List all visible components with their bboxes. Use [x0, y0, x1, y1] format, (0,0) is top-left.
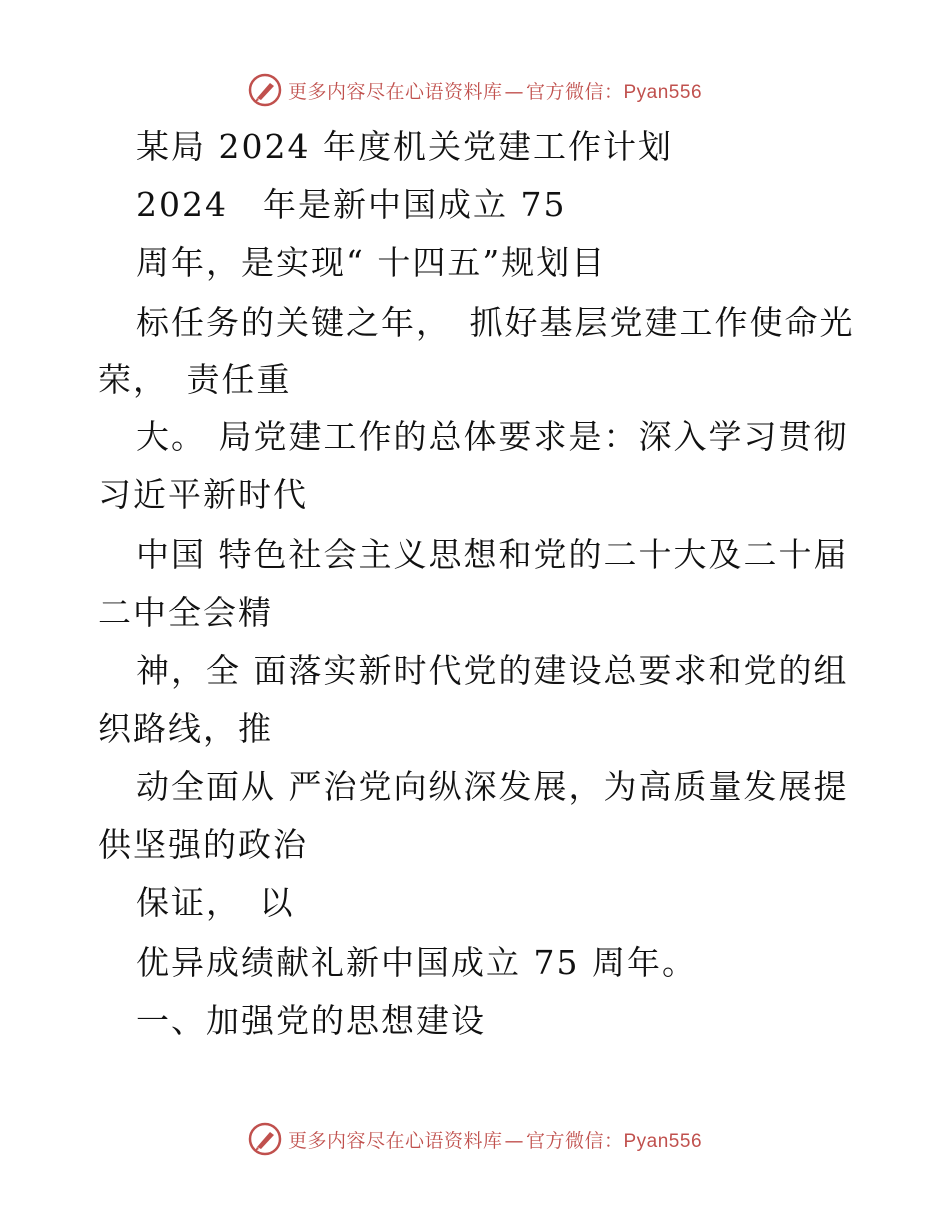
- paragraph-line: 2024 年是新中国成立 75: [136, 185, 567, 224]
- watermark-suffix: 官方微信：: [525, 1129, 624, 1152]
- document-title: 某局 2024 年度机关党建工作计划: [136, 127, 673, 166]
- watermark-suffix: 官方微信：: [525, 80, 624, 103]
- paragraph-line: 动全面从 严治党向纵深发展，为高质量发展提: [136, 767, 849, 806]
- watermark-main: 更多内容尽在心语资料库: [287, 1129, 503, 1152]
- watermark-id: Pyan556: [623, 1130, 703, 1152]
- paragraph-line: 二中全会精: [98, 593, 273, 632]
- watermark-text: [288, 1126, 702, 1153]
- paragraph-line: 织路线，推: [98, 709, 273, 748]
- pen-logo-icon: [248, 1122, 282, 1156]
- footer-watermark: [0, 1119, 950, 1159]
- paragraph-line: 中国 特色社会主义思想和党的二十大及二十届: [136, 535, 849, 574]
- paragraph-line: 神，全 面落实新时代党的建设总要求和党的组: [136, 651, 849, 690]
- watermark-dash: —: [504, 80, 524, 103]
- paragraph-line: 习近平新时代: [98, 475, 308, 514]
- section-heading: 一、加强党的思想建设: [136, 1001, 486, 1040]
- watermark-dash: —: [504, 1129, 524, 1152]
- pen-logo-icon: [248, 73, 282, 107]
- paragraph-line: 标任务的关键之年， 抓好基层党建工作使命光: [136, 303, 855, 342]
- watermark-id: Pyan556: [623, 81, 703, 103]
- paragraph-line: 大。 局党建工作的总体要求是：深入学习贯彻: [136, 417, 849, 456]
- paragraph-line: 供坚强的政治: [98, 825, 308, 864]
- paragraph-line: 保证， 以: [136, 883, 295, 922]
- paragraph-line: 荣， 责任重: [98, 360, 292, 399]
- paragraph-line: 周年，是实现“ 十四五”规划目: [136, 243, 607, 282]
- watermark-main: 更多内容尽在心语资料库: [287, 80, 503, 103]
- watermark-text: [288, 77, 702, 104]
- paragraph-line: 优异成绩献礼新中国成立 75 周年。: [136, 943, 697, 982]
- header-watermark: [0, 70, 950, 110]
